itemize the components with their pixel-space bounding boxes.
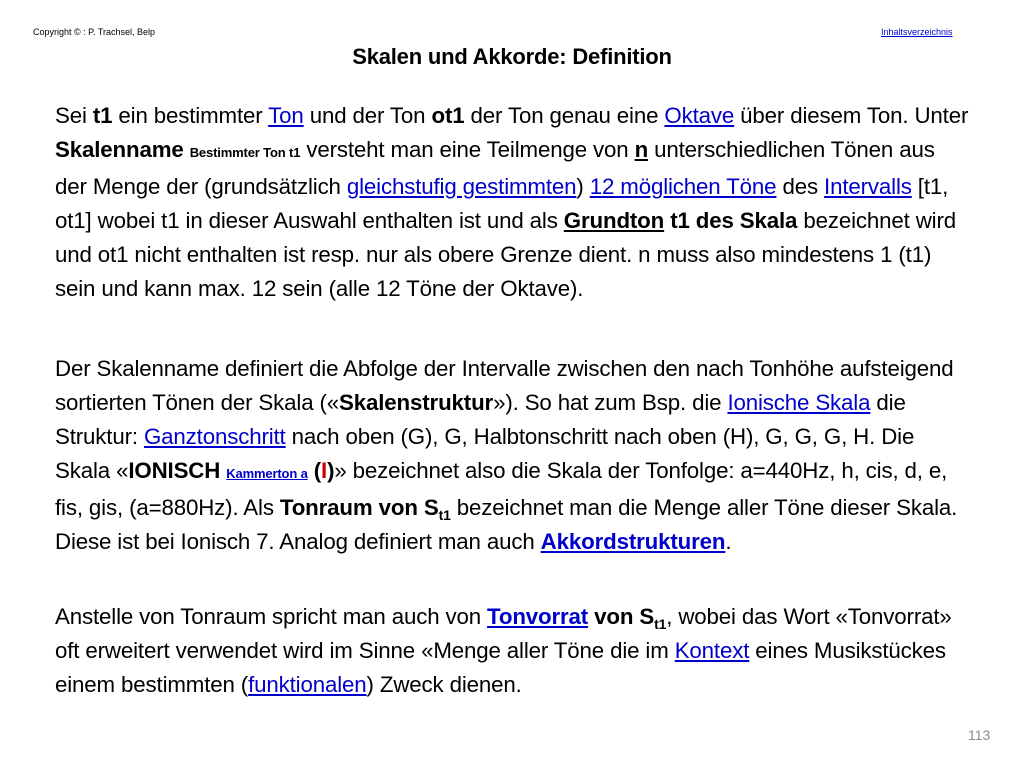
paren: ( [313, 458, 322, 483]
toc-link[interactable]: Inhaltsverzeichnis [881, 27, 953, 37]
subscript-t1: t1 [654, 616, 667, 632]
roman-numeral-i: I [321, 458, 328, 483]
link-kontext[interactable]: Kontext [674, 638, 750, 663]
text: versteht man eine Teilmenge von [300, 137, 635, 162]
text: eines Musikstückes einem bestimmten ( [55, 638, 946, 697]
link-ganztonschritt[interactable]: Ganztonschritt [143, 424, 286, 449]
term-tonraum-von-s: Tonraum von S [279, 495, 439, 520]
copyright-note: Copyright © : P. Trachsel, Belp [33, 27, 156, 37]
link-kammerton-a[interactable]: Kammerton a [226, 466, 308, 481]
term-ionisch: IONISCH [128, 458, 221, 483]
subscript-bestimmter-ton: Bestimmter Ton t1 [189, 145, 301, 160]
link-ionische-skala[interactable]: Ionische Skala [727, 390, 871, 415]
subscript-t1: t1 [438, 507, 451, 523]
link-ton[interactable]: Ton [268, 103, 304, 128]
term-t1-des-skala: t1 des Skala [670, 208, 798, 233]
text: ) [576, 174, 590, 199]
text: Anstelle von Tonraum spricht man auch von [55, 604, 488, 629]
text: und der Ton [303, 103, 432, 128]
text: ein bestimmter [112, 103, 269, 128]
link-12-moegliche-toene[interactable]: 12 möglichen Töne [589, 174, 777, 199]
paragraph-skalenstruktur [55, 352, 970, 559]
text: bezeichnet man die Menge aller Töne dieser Skala. Diese ist bei Ionisch 7. Analog definiert man auch [55, 495, 958, 554]
page-title: Skalen und Akkorde: Definition [352, 44, 672, 69]
text: ) Zweck dienen. [366, 672, 522, 697]
paragraph-definition [55, 99, 970, 306]
link-funktionalen[interactable]: funktionalen [248, 672, 367, 697]
text: unterschiedlichen Tönen aus der Menge der (grundsätzlich [55, 137, 935, 199]
text: , wobei das Wort «Tonvorrat» oft erweitert verwendet wird im Sinne «Menge aller Töne die im [55, 604, 952, 663]
term-skalenstruktur: Skalenstruktur [339, 390, 494, 415]
link-akkordstrukturen[interactable]: Akkordstrukturen [540, 529, 726, 554]
text: die Struktur: [55, 390, 906, 449]
term-grundton: Grundton [563, 208, 665, 233]
paren: ) [327, 458, 335, 483]
term-skalenname: Skalenname [55, 137, 184, 162]
term-von-s: von S [594, 604, 655, 629]
term-t1: t1 [92, 103, 113, 128]
link-gleichstufig-gestimmten[interactable]: gleichstufig gestimmten [346, 174, 577, 199]
text: » bezeichnet also die Skala der Tonfolge: a=440Hz, h, cis, d, e, fis, gis, (a=880Hz). Als [55, 458, 948, 520]
link-intervalls[interactable]: Intervalls [824, 174, 912, 199]
text: bezeichnet wird und ot1 nicht enthalten ist resp. nur als obere Grenze dient. n muss also mindestens 1 (t1) sein und kann max. 12 sein (alle 12 Töne der Oktave). [55, 208, 957, 301]
text: über diesem Ton. Unter [734, 103, 969, 128]
page-number: 113 [968, 727, 991, 743]
text: . [725, 529, 732, 554]
text: Der Skalenname definiert die Abfolge der Intervalle zwischen den nach Tonhöhe aufsteigend sortierten Tönen der Skala (« [55, 356, 954, 415]
term-n: n [634, 137, 649, 162]
text: der Ton genau eine [464, 103, 665, 128]
link-tonvorrat[interactable]: Tonvorrat [487, 604, 589, 629]
text: des [776, 174, 825, 199]
paragraph-tonvorrat [55, 600, 970, 702]
text: [t1, ot1] wobei t1 in dieser Auswahl enthalten ist und als [55, 174, 949, 233]
link-oktave[interactable]: Oktave [664, 103, 735, 128]
text: nach oben (G), G, Halbtonschritt nach oben (H), G, G, G, H. Die Skala « [55, 424, 915, 483]
text: »). So hat zum Bsp. die [493, 390, 728, 415]
text: Sei [55, 103, 93, 128]
term-ot1: ot1 [431, 103, 465, 128]
